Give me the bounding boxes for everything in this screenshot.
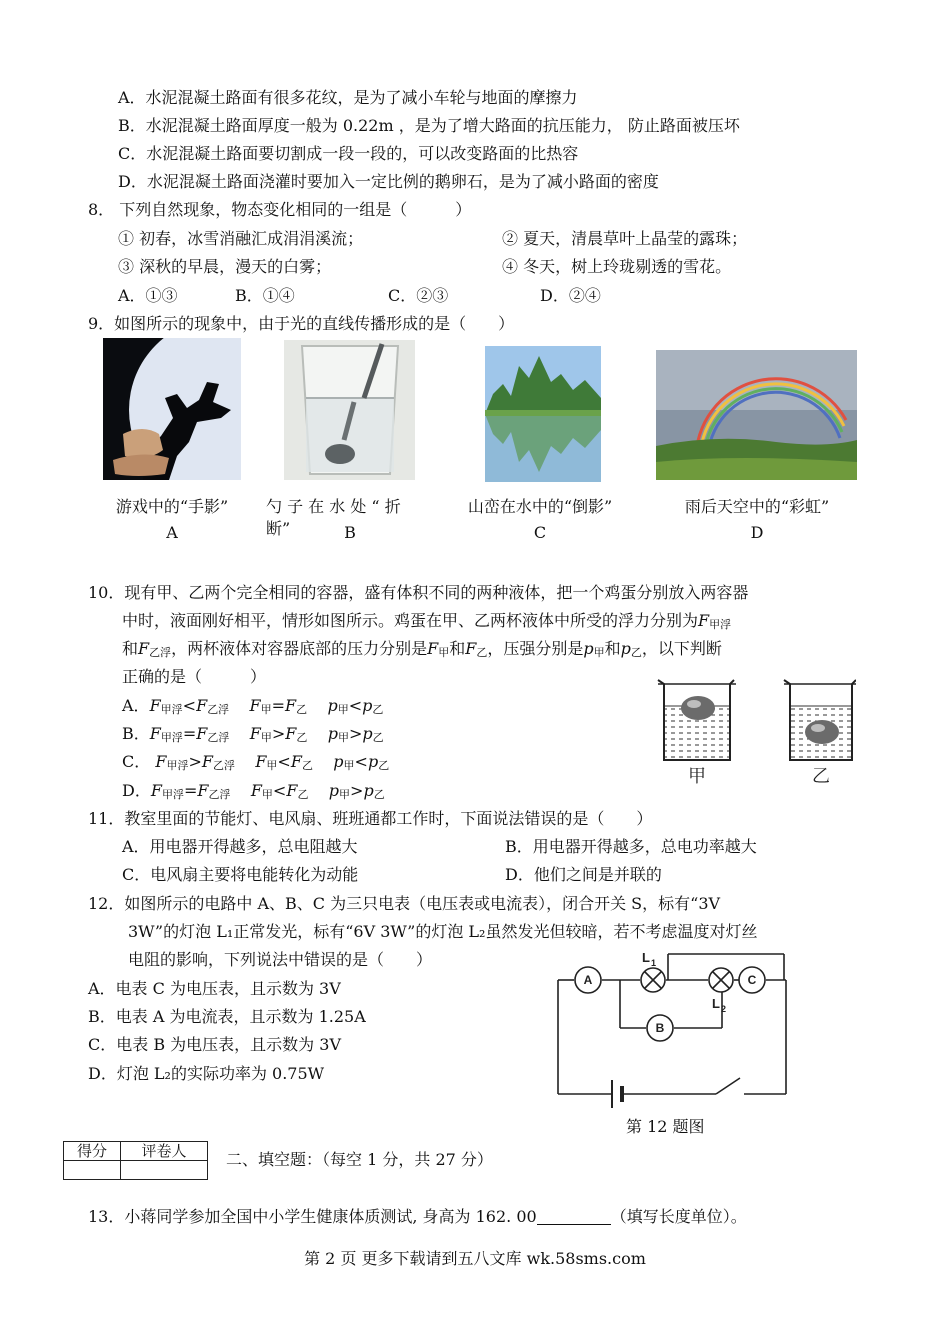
q12-line-2: 3W”的灯泡 L₁正常发光，标有“6V 3W”的灯泡 L₂虽然发光但较暗，若不考虑温度对灯丝: [128, 922, 758, 941]
q13-answer-blank[interactable]: [537, 1208, 611, 1225]
caption-d: 雨后天空中的“彩虹”: [684, 497, 830, 516]
q11-option-d: D．他们之间是并联的: [505, 865, 662, 884]
q10-line-4: 正确的是（ ）: [122, 667, 267, 686]
q12-option-a: A．电表 C 为电压表，且示数为 3V: [88, 979, 341, 998]
lamp-l2-sub: 2: [721, 1004, 727, 1014]
q7-option-a: A．水泥混凝土路面有很多花纹，是为了减小车轮与地面的摩擦力: [118, 88, 578, 107]
q11-option-b: B．用电器开得越多，总电功率越大: [505, 837, 757, 856]
q12-option-d: D．灯泡 L₂的实际功率为 0.75W: [88, 1064, 325, 1083]
beaker-label-yi: 乙: [812, 766, 830, 786]
label-b: B: [344, 523, 356, 542]
beaker-label-jia: 甲: [688, 766, 706, 786]
q8-option-b: B．①④: [235, 286, 295, 305]
rainbow-photo: [656, 350, 857, 480]
caption-c: 山峦在水中的“倒影”: [467, 497, 613, 516]
q11-option-a: A．用电器开得越多，总电阻越大: [122, 837, 358, 856]
q10-line-2: 中时，液面刚好相平，情形如图所示。鸡蛋在甲、乙两杯液体中所受的浮力分别为$F_{甲浮}$: [122, 611, 732, 631]
label-a: A: [166, 523, 178, 542]
meter-b-label: B: [655, 1021, 665, 1035]
meter-a-label: A: [583, 973, 593, 987]
q8-option-a: A．①③: [118, 286, 178, 305]
section2-title: 二、填空题：（每空 1 分，共 27 分）: [226, 1150, 493, 1169]
caption-b-line2: 断”: [266, 519, 291, 538]
q8-statement-3: ③ 深秋的早晨，漫天的白雾；: [118, 257, 332, 276]
spoon-in-water-photo: [284, 340, 415, 480]
page-footer: 第 2 页 更多下载请到五八文库 wk.58sms.com: [304, 1249, 646, 1268]
lamp-l2-label: L: [712, 996, 720, 1011]
q12-option-c: C．电表 B 为电压表，且示数为 3V: [88, 1035, 341, 1054]
lamp-l1-label: L: [642, 950, 650, 965]
grader-cell[interactable]: [121, 1161, 208, 1180]
q9-stem: 9．如图所示的现象中，由于光的直线传播形成的是（ ）: [88, 314, 515, 333]
q8-option-d: D．②④: [540, 286, 601, 305]
q8-statement-2: ② 夏天，清晨草叶上晶莹的露珠；: [502, 229, 748, 248]
q10-option-b: B．$F_{甲浮}=F_{乙浮}$ $F_甲>F_乙$ $p_甲>p_乙$: [122, 724, 384, 744]
label-d: D: [750, 523, 764, 542]
q11-stem: 11．教室里面的节能灯、电风扇、班班通都工作时，下面说法错误的是（ ）: [88, 809, 653, 828]
grader-header: 评卷人: [121, 1142, 208, 1161]
mountain-reflection-photo: [485, 346, 601, 482]
score-table: [63, 1141, 208, 1180]
q8-stem: 8． 下列自然现象，物态变化相同的一组是（ ）: [88, 200, 472, 219]
circuit-diagram: [552, 944, 792, 1116]
q13-line: 13．小蒋同学参加全国中小学生健康体质测试, 身高为 162. 00 （填写长度单位）。: [88, 1207, 747, 1226]
meter-c-label: C: [747, 973, 757, 987]
q7-option-d: D．水泥混凝土路面浇灌时要加入一定比例的鹅卵石，是为了减小路面的密度: [118, 172, 659, 191]
q8-statement-1: ① 初春，冰雪消融汇成涓涓溪流；: [118, 229, 364, 248]
q10-option-a: A．$F_{甲浮}<F_{乙浮}$ $F_甲=F_乙$ $p_甲<p_乙$: [122, 696, 384, 716]
q12-option-b: B．电表 A 为电流表，且示数为 1.25A: [88, 1007, 366, 1026]
score-header: 得分: [64, 1142, 121, 1161]
score-cell[interactable]: [64, 1161, 121, 1180]
q8-option-c: C．②③: [388, 286, 449, 305]
lamp-l1-sub: 1: [651, 958, 657, 968]
beakers-figure: [654, 676, 856, 788]
q12-line-1: 12．如图所示的电路中 A、B、C 为三只电表（电压表或电流表），闭合开关 S，标有“3V: [88, 894, 721, 913]
q7-option-b: B．水泥混凝土路面厚度一般为 0.22m ，是为了增大路面的抗压能力， 防止路面被压坏: [118, 116, 740, 135]
caption-b-line1: 勺 子 在 水 处 “ 折: [266, 497, 401, 516]
q11-option-c: C．电风扇主要将电能转化为动能: [122, 865, 359, 884]
caption-a: 游戏中的“手影”: [115, 497, 229, 516]
q10-line-3: 和$F_{乙浮}$，两杯液体对容器底部的压力分别是$F_甲$和$F_乙$，压强分别是$p_甲$和$p_乙$，以下判断: [122, 639, 722, 659]
hand-shadow-photo: [103, 338, 241, 480]
q7-option-c: C．水泥混凝土路面要切割成一段一段的，可以改变路面的比热容: [118, 144, 579, 163]
q10-option-c: C． $F_{甲浮}>F_{乙浮}$ $F_甲<F_乙$ $p_甲<p_乙$: [122, 752, 390, 772]
label-c: C: [533, 523, 547, 542]
q10-option-d: D．$F_{甲浮}=F_{乙浮}$ $F_甲<F_乙$ $p_甲>p_乙$: [122, 781, 385, 801]
q8-statement-4: ④ 冬天，树上玲珑剔透的雪花。: [502, 257, 732, 276]
q10-line-1: 10．现有甲、乙两个完全相同的容器，盛有体积不同的两种液体，把一个鸡蛋分别放入两容器: [88, 583, 749, 602]
circuit-caption: 第 12 题图: [626, 1117, 705, 1136]
q12-line-3: 电阻的影响，下列说法中错误的是（ ）: [128, 950, 433, 969]
